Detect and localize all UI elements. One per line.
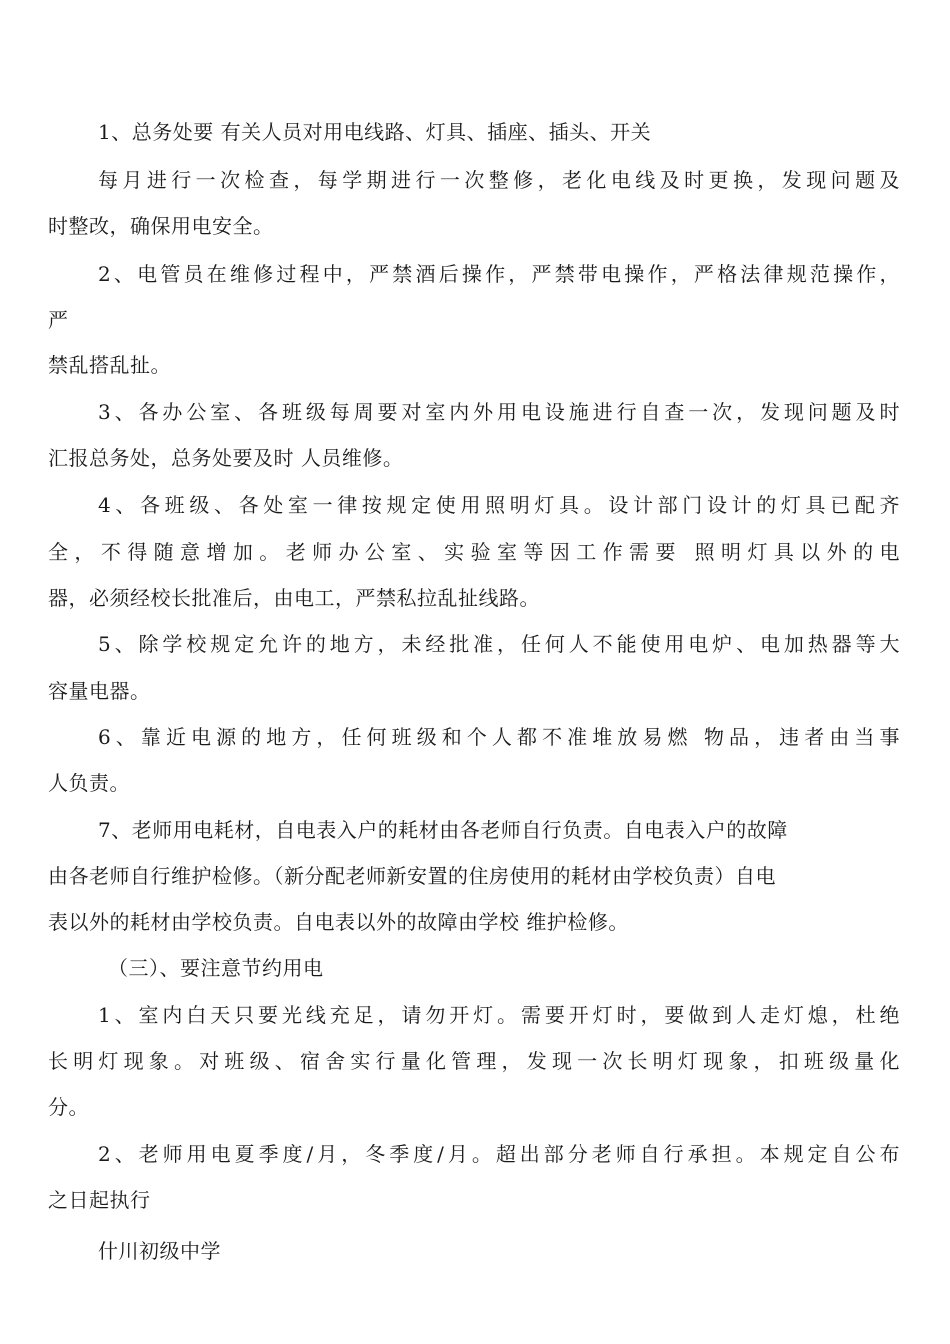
item-7-line-3: 表以外的耗材由学校负责。自电表以外的故障由学校 维护检修。: [48, 910, 629, 934]
item-1-line-1: 1、总务处要 有关人员对用电线路、灯具、插座、插头、开关: [98, 120, 652, 144]
item-2-line-3: 禁乱搭乱扯。: [48, 353, 171, 377]
item-2-line-2: 严: [48, 308, 69, 332]
rule-2-line-2: 之日起执行: [48, 1188, 151, 1212]
item-7-line-1: 7、老师用电耗材，自电表入户的耗材由各老师自行负责。自电表入户的故障: [98, 818, 788, 842]
rule-1-line-3: 分。: [48, 1095, 89, 1119]
item-4-line-2: 全，不得随意增加。老师办公室、实验室等因工作需要 照明灯具以外的电: [48, 540, 900, 564]
rule-1-line-1: 1、室内白天只要光线充足，请勿开灯。需要开灯时，要做到人走灯熄，杜绝: [98, 1003, 900, 1027]
item-6-line-2: 人负责。: [48, 771, 130, 795]
item-1-line-3: 时整改，确保用电安全。: [48, 214, 274, 238]
item-3-line-2: 汇报总务处，总务处要及时 人员维修。: [48, 446, 404, 470]
rule-1-line-2: 长明灯现象。对班级、宿舍实行量化管理，发现一次长明灯现象，扣班级量化: [48, 1049, 900, 1073]
item-3-line-1: 3、各办公室、各班级每周要对室内外用电设施进行自查一次，发现问题及时: [98, 400, 900, 424]
school-signature: 什川初级中学: [98, 1239, 221, 1263]
item-6-line-1: 6、靠近电源的地方，任何班级和个人都不准堆放易燃 物品，违者由当事: [98, 725, 900, 749]
item-5-line-2: 容量电器。: [48, 679, 151, 703]
item-4-line-1: 4、各班级、各处室一律按规定使用照明灯具。设计部门设计的灯具已配齐: [98, 493, 900, 517]
item-1-line-2: 每月进行一次检查，每学期进行一次整修，老化电线及时更换，发现问题及: [98, 168, 900, 192]
item-5-line-1: 5、除学校规定允许的地方，未经批准，任何人不能使用电炉、电加热器等大: [98, 632, 900, 656]
item-7-line-2: 由各老师自行维护检修。（新分配老师新安置的住房使用的耗材由学校负责）自电: [48, 864, 776, 888]
item-4-line-3: 器，必须经校长批准后，由电工，严禁私拉乱扯线路。: [48, 586, 540, 610]
item-2-line-1: 2、电管员在维修过程中，严禁酒后操作，严禁带电操作，严格法律规范操作，: [98, 262, 900, 286]
section-heading: （三）、要注意节约用电: [108, 956, 324, 980]
rule-2-line-1: 2、老师用电夏季度/月，冬季度/月。超出部分老师自行承担。本规定自公布: [98, 1142, 900, 1166]
